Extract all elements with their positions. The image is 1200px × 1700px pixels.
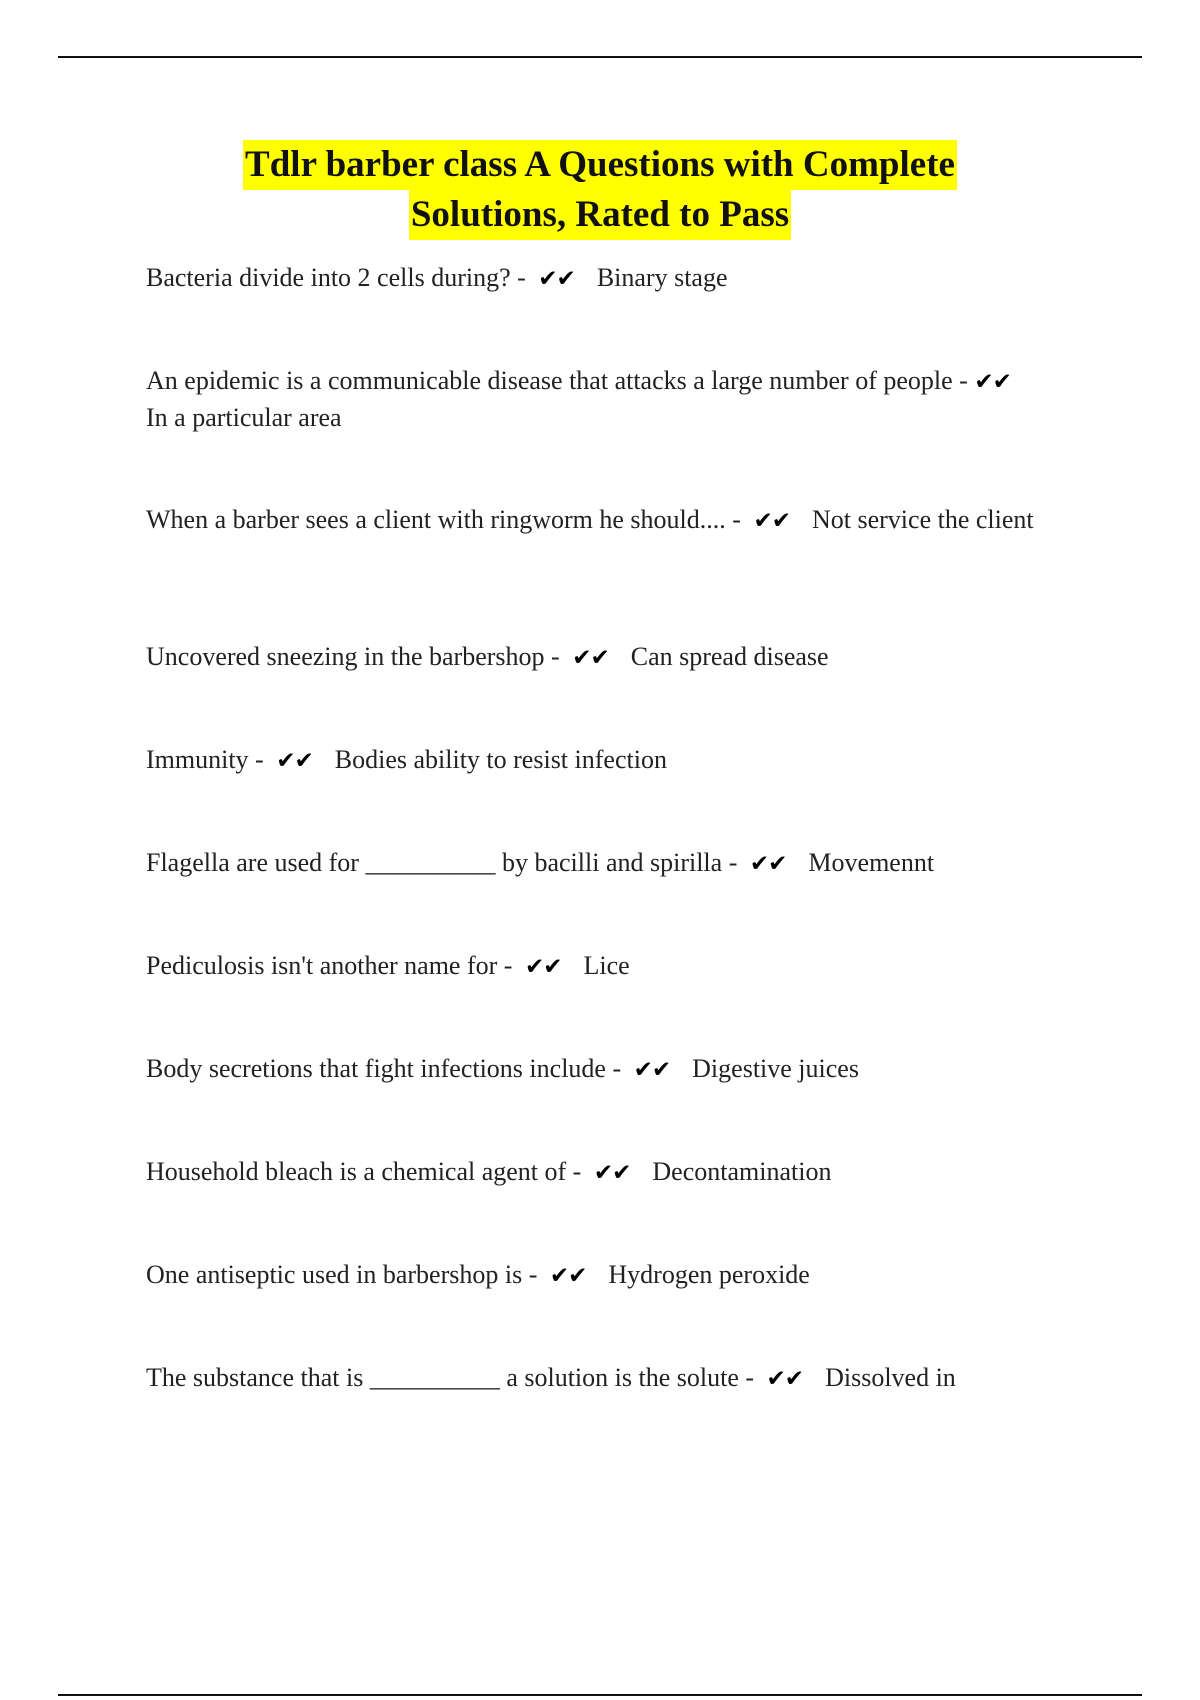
double-check-icon: ✔✔: [974, 369, 1011, 395]
double-check-icon: ✔✔: [524, 954, 562, 980]
qa-item: [146, 742, 1046, 779]
answer-text: Hydrogen peroxide: [608, 1260, 810, 1289]
qa-item: [146, 502, 1046, 539]
title-line-2: Solutions, Rated to Pass: [409, 190, 791, 240]
qa-item: [146, 845, 1046, 882]
double-check-icon: ✔✔: [766, 1366, 804, 1392]
qa-item: [146, 363, 1046, 435]
qa-item: [146, 260, 1046, 297]
double-check-icon: ✔✔: [538, 266, 575, 292]
qa-item: [146, 1051, 1046, 1088]
question-text: The substance that is __________ a solution is the solute -: [146, 1363, 755, 1392]
answer-text: Movemennt: [808, 848, 935, 877]
question-text: Pediculosis isn't another name for -: [146, 951, 513, 980]
double-check-icon: ✔✔: [633, 1057, 671, 1083]
answer-text: In a particular area: [146, 403, 342, 432]
double-check-icon: ✔✔: [276, 748, 313, 774]
qa-item: [146, 1360, 1046, 1397]
question-text: Household bleach is a chemical agent of -: [146, 1157, 582, 1186]
qa-item: [146, 1154, 1046, 1191]
qa-item: [146, 639, 1046, 676]
bottom-rule: [58, 1694, 1142, 1696]
double-check-icon: ✔✔: [753, 508, 790, 534]
double-check-icon: ✔✔: [593, 1160, 631, 1186]
double-check-icon: ✔✔: [572, 645, 609, 671]
question-text: Body secretions that fight infections include -: [146, 1054, 622, 1083]
question-text: Immunity -: [146, 745, 264, 774]
question-text: An epidemic is a communicable disease that attacks a large number of people -: [146, 366, 968, 395]
answer-text: Digestive juices: [692, 1054, 859, 1083]
answer-text: Lice: [583, 951, 630, 980]
answer-text: Binary stage: [596, 263, 728, 292]
qa-item: [146, 1257, 1046, 1294]
question-text: Flagella are used for __________ by bacilli and spirilla -: [146, 848, 738, 877]
question-text: One antiseptic used in barbershop is -: [146, 1260, 538, 1289]
title-line-1: Tdlr barber class A Questions with Complete: [243, 140, 957, 190]
answer-text: Can spread disease: [630, 642, 829, 671]
answer-text: Not service the client: [811, 505, 1034, 534]
question-text: When a barber sees a client with ringworm he should.... -: [146, 505, 741, 534]
answer-text: Bodies ability to resist infection: [334, 745, 667, 774]
qa-item: [146, 948, 1046, 985]
double-check-icon: ✔✔: [549, 1263, 587, 1289]
question-text: Uncovered sneezing in the barbershop -: [146, 642, 560, 671]
answer-text: Decontamination: [652, 1157, 832, 1186]
answer-text: Dissolved in: [825, 1363, 956, 1392]
double-check-icon: ✔✔: [749, 851, 787, 877]
question-text: Bacteria divide into 2 cells during? -: [146, 263, 526, 292]
